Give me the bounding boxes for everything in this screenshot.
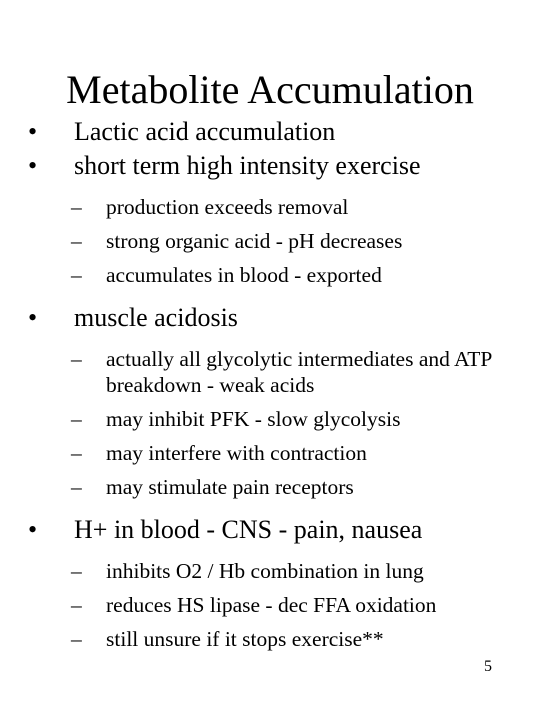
slide-title: Metabolite Accumulation [66, 67, 474, 112]
sub-bullet-item [28, 194, 528, 220]
sub-bullet-text: reduces HS lipase - dec FFA oxidation [106, 593, 437, 617]
bullet-text: short term high intensity exercise [74, 151, 421, 180]
sub-bullet-text: still unsure if it stops exercise** [106, 627, 384, 651]
bullet-marker: • [28, 117, 38, 146]
sub-bullet-text: may inhibit PFK - slow glycolysis [106, 407, 401, 431]
bullet-item [28, 150, 528, 182]
dash-marker: – [71, 593, 82, 617]
dash-marker: – [71, 229, 82, 253]
sub-bullet-item [28, 228, 528, 254]
sub-bullet-item [28, 474, 528, 500]
dash-marker: – [71, 347, 82, 371]
sub-bullet-text: production exceeds removal [106, 195, 349, 219]
sub-bullet-text: actually all glycolytic intermediates and ATP breakdown - weak acids [106, 347, 492, 397]
sub-bullet-item [28, 406, 528, 432]
bullet-text: H+ in blood - CNS - pain, nausea [74, 515, 423, 544]
sub-bullet-item [28, 262, 528, 288]
sub-bullet-item [28, 558, 528, 584]
dash-marker: – [71, 263, 82, 287]
sub-bullet-item [28, 592, 528, 618]
sub-bullet-text: may interfere with contraction [106, 441, 367, 465]
dash-marker: – [71, 627, 82, 651]
dash-marker: – [71, 441, 82, 465]
sub-bullet-text: accumulates in blood - exported [106, 263, 382, 287]
dash-marker: – [71, 475, 82, 499]
dash-marker: – [71, 195, 82, 219]
bullet-marker: • [28, 151, 38, 180]
bullet-text: Lactic acid accumulation [74, 117, 336, 146]
bullet-list [28, 114, 528, 652]
page-number: 5 [484, 658, 492, 675]
sub-bullet-text: may stimulate pain receptors [106, 475, 354, 499]
bullet-marker: • [28, 515, 38, 544]
sub-bullet-item [28, 346, 528, 398]
sub-bullet-item [28, 440, 528, 466]
bullet-item [28, 514, 528, 546]
bullet-item [28, 116, 528, 148]
sub-bullet-item [28, 626, 528, 652]
dash-marker: – [71, 559, 82, 583]
sub-bullet-text: inhibits O2 / Hb combination in lung [106, 559, 424, 583]
sub-bullet-text: strong organic acid - pH decreases [106, 229, 403, 253]
bullet-text: muscle acidosis [74, 303, 238, 332]
dash-marker: – [71, 407, 82, 431]
bullet-marker: • [28, 303, 38, 332]
bullet-item [28, 302, 528, 334]
